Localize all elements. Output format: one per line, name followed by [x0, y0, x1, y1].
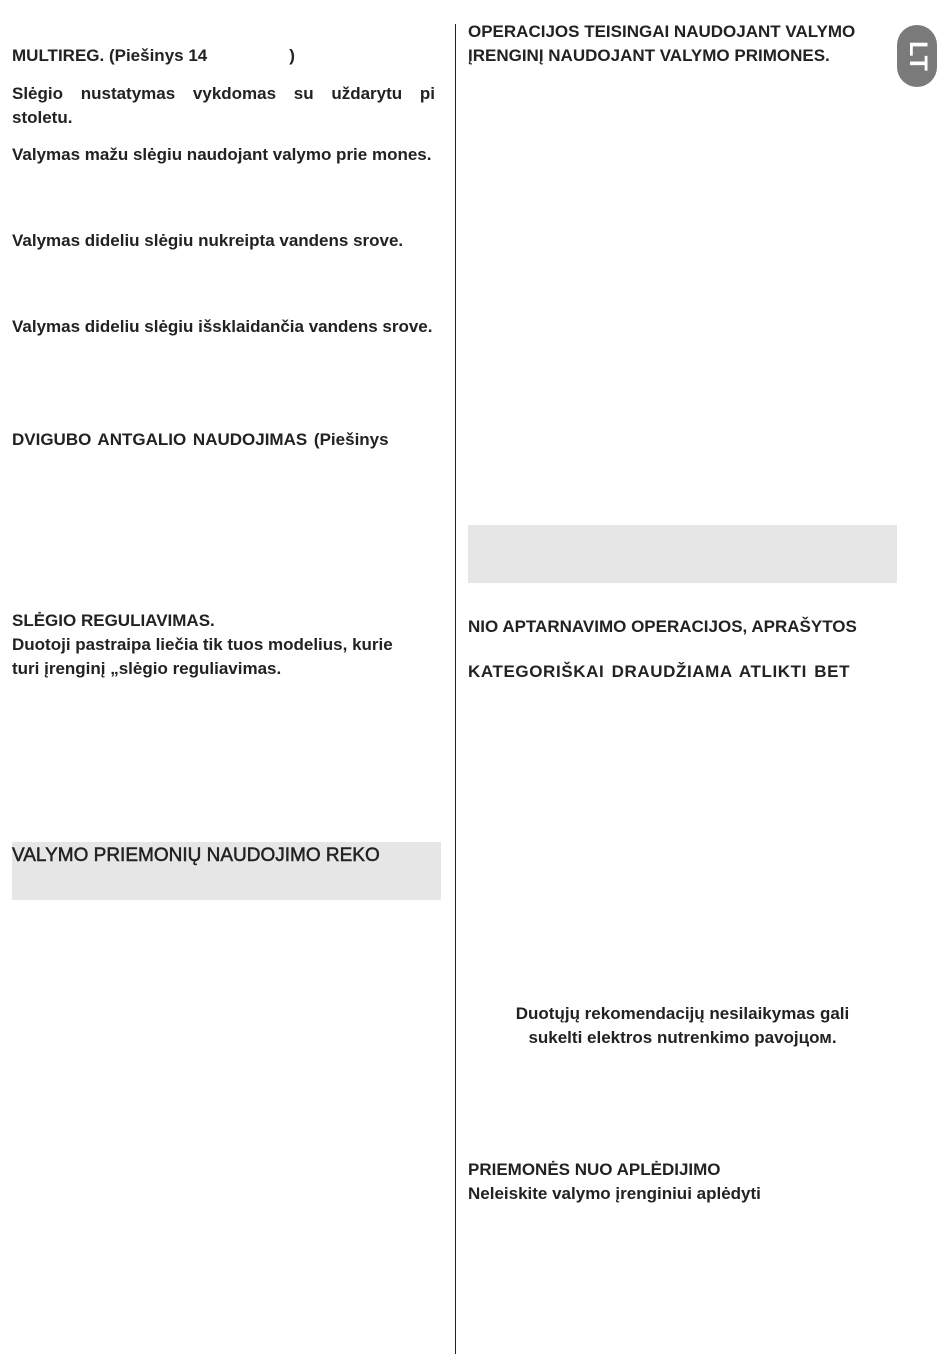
operations-heading-line1: OPERACIJOS TEISINGAI NAUDOJANT VALYMO: [468, 22, 856, 41]
language-tab: [897, 25, 937, 87]
multireg-heading: [12, 44, 295, 68]
detergent-heading: VALYMO PRIEMONIŲ NAUDOJIMO REKO: [12, 845, 380, 866]
pressure-regulation-title: SLĖGIO REGULIAVIMAS.: [12, 611, 215, 630]
prohibited-text: KATEGORIŠKAI DRAUDŽIAMA ATLIKTI BET: [468, 662, 851, 681]
pressure-regulation-body-line2: turi įrenginį „slėgio reguliavimas.: [12, 659, 282, 678]
multireg-heading-prefix: MULTIREG. (Piešinys 14: [12, 46, 208, 65]
low-pressure-text: Valymas mažu slėgiu naudojant valymo prie mones.: [12, 145, 432, 164]
warning-line2: sukelti elektros nutrenkimo pavojцом.: [528, 1028, 837, 1047]
column-divider: [455, 24, 456, 1354]
warning-line1: Duotųjų rekomendacijų nesilaikymas gali: [515, 1004, 850, 1023]
right-gray-box: [468, 525, 897, 583]
high-pressure-directed-text: Valymas dideliu slėgiu nukreipta vandens srove.: [12, 231, 404, 250]
language-tab-label: LT: [903, 40, 932, 72]
double-nozzle-heading: DVIGUBO ANTGALIO NAUDOJIMAS (Piešinys: [12, 430, 389, 449]
multireg-heading-suffix: ): [289, 46, 295, 65]
antifreeze-title: PRIEMONĖS NUO APLĖDIJIMO: [468, 1160, 721, 1179]
pressure-regulation-body-line1: Duotoji pastraipa liečia tik tuos modelius, kurie: [12, 635, 393, 654]
antifreeze-body: Neleiskite valymo įrenginiui aplėdyti: [468, 1184, 761, 1203]
maintenance-operations-text: NIO APTARNAVIMO OPERACIJOS, APRAŠYTOS: [468, 617, 857, 636]
high-pressure-dispersed-text: Valymas dideliu slėgiu išsklaidančia vandens srove.: [12, 317, 433, 336]
pressure-setting-text: Slėgio nustatymas vykdomas su uždarytu pi stoletu.: [12, 84, 435, 127]
operations-heading-line2: ĮRENGINĮ NAUDOJANT VALYMO PRIMONES.: [468, 46, 830, 65]
